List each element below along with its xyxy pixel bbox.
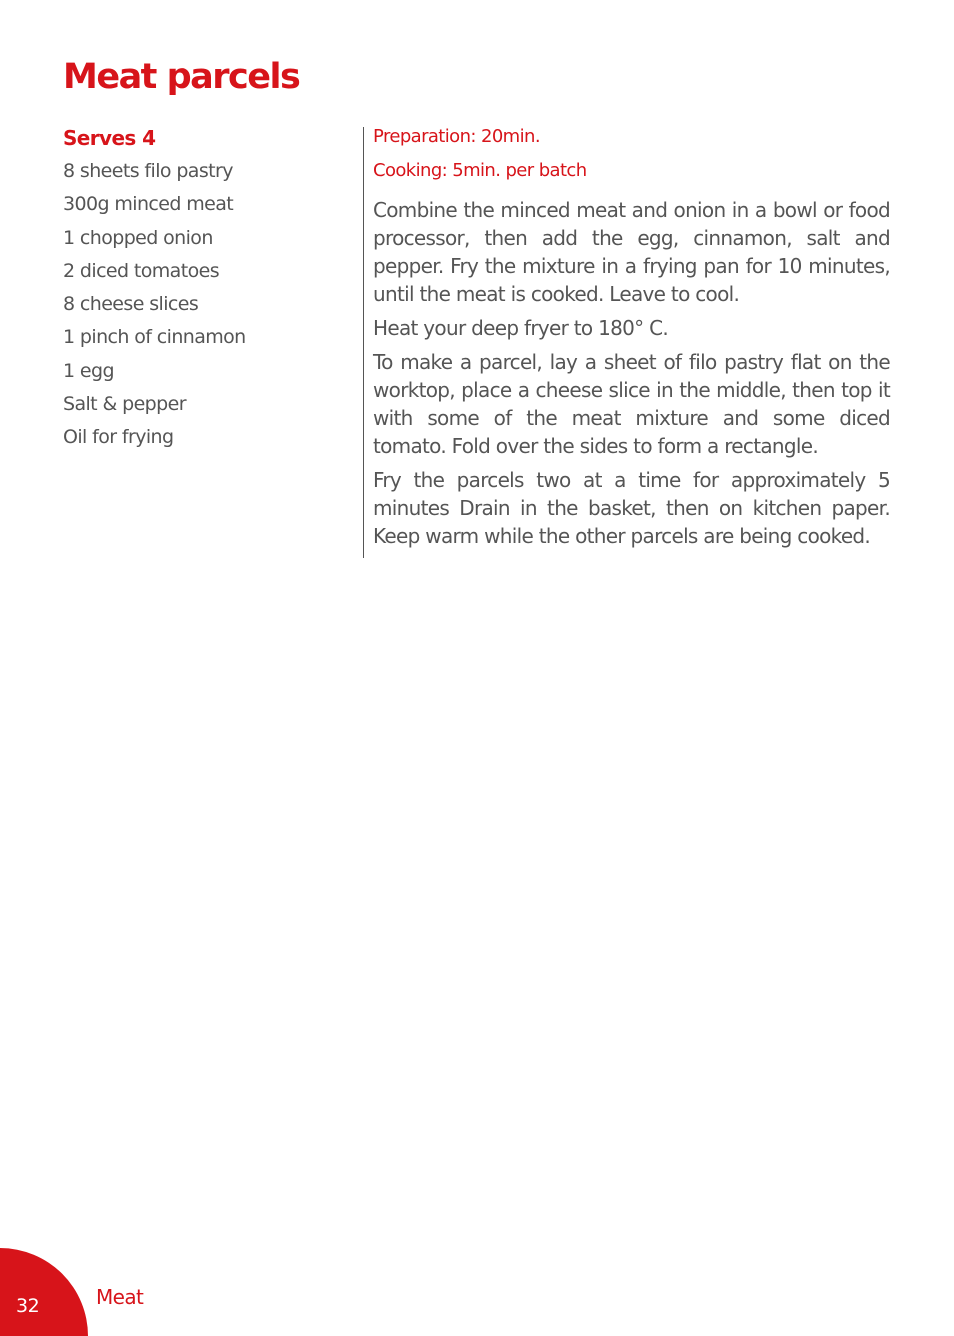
page-number: 32 [16,1295,40,1317]
ingredient-item: 8 cheese slices [63,293,199,316]
ingredient-item: Oil for frying [63,426,174,449]
column-divider [363,127,364,558]
ingredient-item: 2 diced tomatoes [63,259,219,282]
method-step: Combine the minced meat and onion in a bowl or food processor, then add the egg, cinnamon, salt and pepper. Fry the mixture in a frying pan for 10 minutes, until the meat is cooked. Leave to cool. [373,198,890,306]
method-step: Heat your deep fryer to 180° C. [373,316,669,340]
ingredient-item: 1 pinch of cinnamon [63,326,246,349]
ingredients-column [63,124,343,457]
preparation-time: Preparation: 20min. [373,126,540,147]
method-step: To make a parcel, lay a sheet of filo pastry flat on the worktop, place a cheese slice in the middle, then top it with some of the meat mixture and some diced tomato. Fold over the sides to form a rectangle. [373,350,890,458]
ingredient-item: Salt & pepper [63,393,186,416]
serves-heading: Serves 4 [63,126,156,150]
ingredient-item: 1 egg [63,359,114,382]
method-column [373,122,890,556]
ingredient-list [63,157,343,457]
page-number-tab [0,1248,88,1336]
ingredient-item: 1 chopped onion [63,226,213,249]
ingredient-item: 300g minced meat [63,193,234,216]
ingredient-item: 8 sheets filo pastry [63,160,233,182]
method-step: Fry the parcels two at a time for approximately 5 minutes Drain in the basket, then on kitchen paper. Keep warm while the other parcels are being cooked. [373,468,890,548]
recipe-title: Meat parcels [63,57,300,97]
section-label: Meat [96,1285,144,1309]
cooking-time: Cooking: 5min. per batch [373,160,587,181]
